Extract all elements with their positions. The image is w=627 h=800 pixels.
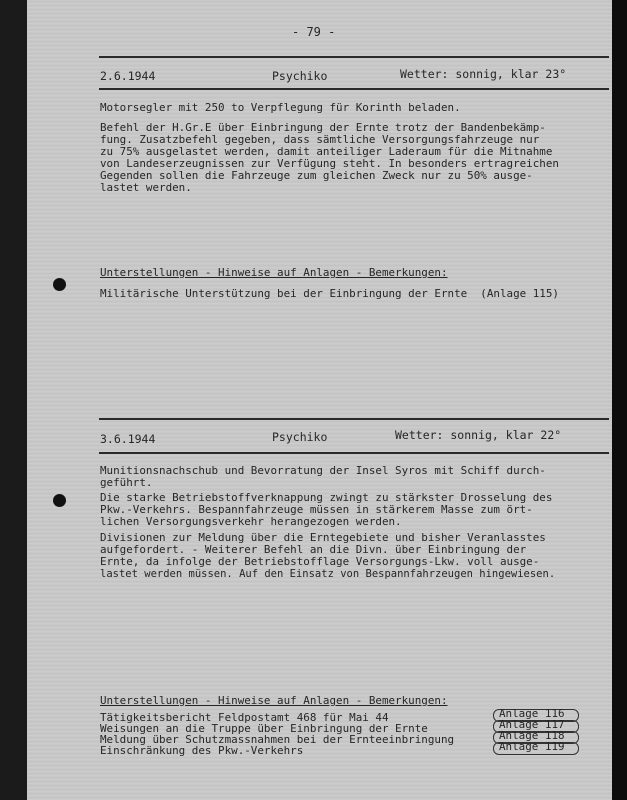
punch-hole-top xyxy=(53,278,66,291)
entry1-bottom-rule xyxy=(99,88,609,90)
entry2-remark-1-text: Tätigkeitsbericht Feldpostamt 468 für Mai 44 xyxy=(100,711,389,724)
entry2-remark-2-text: Weisungen an die Truppe über Einbringung der Ernte xyxy=(100,722,428,735)
entry2-remarks-heading: Unterstellungen - Hinweise auf Anlagen - Bemerkungen: xyxy=(100,694,448,707)
entry2-place: Psychiko xyxy=(272,430,328,444)
entry1-line-6: Gegenden sollen die Fahrzeuge zum gleichen Zweck nur zu 50% ausge- xyxy=(100,169,533,182)
entry2-remark-4-text: Einschränkung des Pkw.-Verkehrs xyxy=(100,744,304,757)
entry1-date: 2.6.1944 xyxy=(100,69,156,83)
entry1-line-2: Befehl der H.Gr.E über Einbringung der Ernte trotz der Bandenbekämp- xyxy=(100,121,546,134)
entry2-line-6: Divisionen zur Meldung über die Erntegebiete und bisher Veranlasstes xyxy=(100,531,546,544)
entry2-line-1: Munitionsnachschub und Bevorratung der Insel Syros mit Schiff durch- xyxy=(100,464,546,477)
entry2-remark-3-anlage: Anlage 118 xyxy=(499,729,565,742)
entry1-remarks-heading: Unterstellungen - Hinweise auf Anlagen - Bemerkungen: xyxy=(100,266,448,279)
punch-hole-bottom xyxy=(53,494,66,507)
entry2-line-5: lichen Versorgungsverkehr herangezogen werden. xyxy=(100,515,402,528)
entry2-line-8: Ernte, da infolge der Betriebstofflage Versorgungs-Lkw. voll ausge- xyxy=(100,555,540,568)
entry2-line-4: Pkw.-Verkehrs. Bespannfahrzeuge müssen in stärkerem Masse zum ört- xyxy=(100,503,533,516)
scan-edge xyxy=(612,0,627,800)
entry2-date: 3.6.1944 xyxy=(100,432,156,446)
entry2-remark-4-anlage: Anlage 119 xyxy=(499,740,565,753)
entry1-place: Psychiko xyxy=(272,69,328,83)
entry1-top-rule xyxy=(99,56,609,58)
entry2-line-3: Die starke Betriebstoffverknappung zwingt zu stärkster Drosselung des xyxy=(100,491,553,504)
entry2-remark-1-anlage: Anlage 116 xyxy=(499,707,565,720)
entry1-remark-1: Militärische Unterstützung bei der Einbringung der Ernte (Anlage 115) xyxy=(100,287,559,300)
entry2-line-2: geführt. xyxy=(100,476,153,489)
entry1-weather: Wetter: sonnig, klar 23° xyxy=(400,67,567,81)
entry2-line-9: lastet werden müssen. Auf den Einsatz von Bespannfahrzeugen hingewiesen. xyxy=(100,568,556,580)
entry1-line-4: zu 75% ausgelastet werden, damit anteiliger Laderaum für die Mitnahme xyxy=(100,145,553,158)
entry2-remark-3-text: Meldung über Schutzmassnahmen bei der Ernteeinbringung xyxy=(100,733,455,746)
entry1-line-1: Motorsegler mit 250 to Verpflegung für Korinth beladen. xyxy=(100,101,461,114)
entry1-line-5: von Landeserzeugnissen zur Verfügung steht. In besonders ertragreichen xyxy=(100,157,559,170)
entry2-remark-2-anlage: Anlage 117 xyxy=(499,718,565,731)
entry1-line-7: lastet werden. xyxy=(100,181,192,194)
page-number: - 79 - xyxy=(292,25,336,39)
entry2-line-7: aufgefordert. - Weiterer Befehl an die Divn. über Einbringung der xyxy=(100,543,527,556)
document-page xyxy=(27,0,612,800)
entry2-top-rule xyxy=(99,418,609,420)
entry2-weather: Wetter: sonnig, klar 22° xyxy=(395,428,562,442)
entry2-bottom-rule xyxy=(99,452,609,454)
entry1-line-3: fung. Zusatzbefehl gegeben, dass sämtliche Versorgungsfahrzeuge nur xyxy=(100,133,540,146)
